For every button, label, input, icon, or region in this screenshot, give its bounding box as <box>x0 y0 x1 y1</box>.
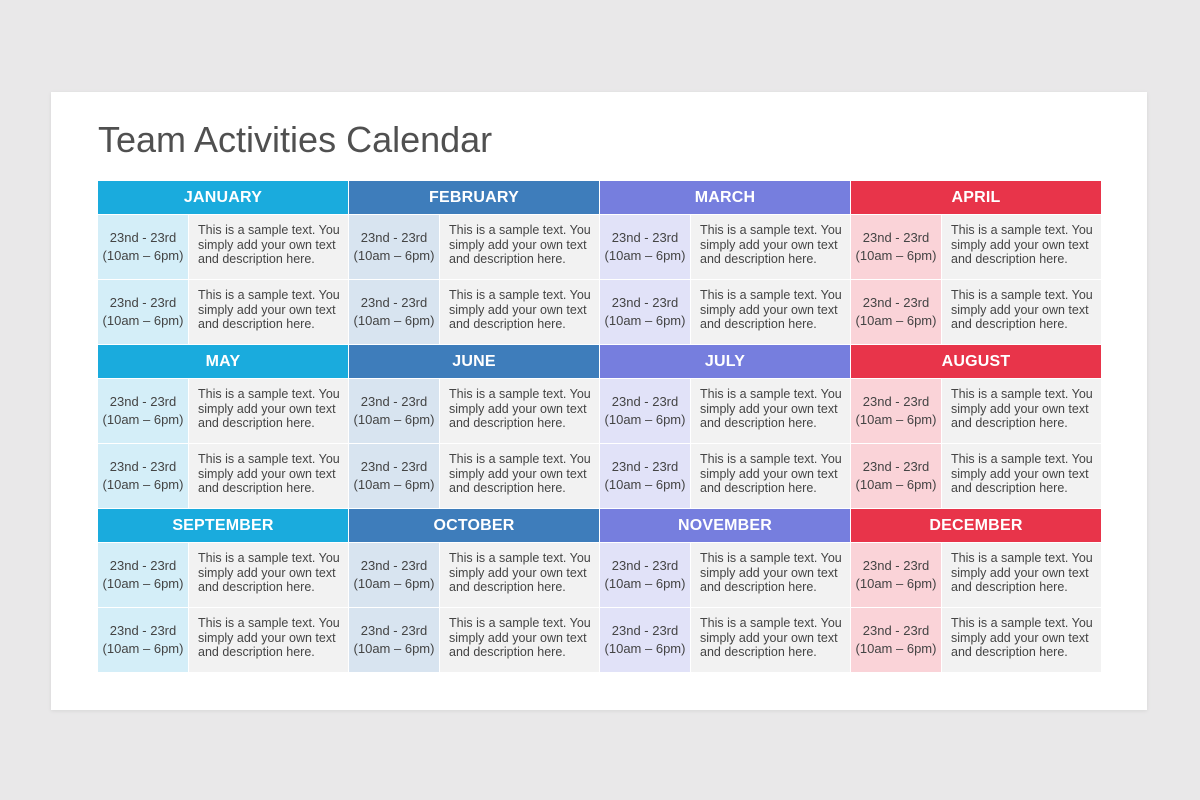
month-block-november <box>600 509 850 672</box>
event-row <box>851 543 1101 607</box>
event-time: (10am – 6pm) <box>855 477 937 492</box>
event-date-range: 23nd - 23rd <box>862 558 930 573</box>
event-date <box>349 608 439 672</box>
month-header: OCTOBER <box>349 509 599 542</box>
event-row <box>600 280 850 344</box>
event-time: (10am – 6pm) <box>353 576 435 591</box>
event-date <box>98 379 188 443</box>
month-header: MARCH <box>600 181 850 214</box>
event-date <box>600 215 690 279</box>
event-description: This is a sample text. You simply add your own text and description here. <box>942 280 1101 344</box>
event-time: (10am – 6pm) <box>102 412 184 427</box>
event-time: (10am – 6pm) <box>353 412 435 427</box>
event-date-range: 23nd - 23rd <box>360 394 428 409</box>
event-date <box>600 444 690 508</box>
month-header: FEBRUARY <box>349 181 599 214</box>
event-time: (10am – 6pm) <box>604 477 686 492</box>
event-description: This is a sample text. You simply add your own text and description here. <box>189 379 348 443</box>
event-description: This is a sample text. You simply add your own text and description here. <box>691 608 850 672</box>
event-date-range: 23nd - 23rd <box>109 558 177 573</box>
month-header: NOVEMBER <box>600 509 850 542</box>
event-time: (10am – 6pm) <box>855 641 937 656</box>
event-date-range: 23nd - 23rd <box>360 230 428 245</box>
event-date-range: 23nd - 23rd <box>611 230 679 245</box>
event-row <box>98 280 348 344</box>
event-time: (10am – 6pm) <box>604 412 686 427</box>
month-block-may <box>98 345 348 508</box>
event-description: This is a sample text. You simply add your own text and description here. <box>691 379 850 443</box>
month-header: JANUARY <box>98 181 348 214</box>
event-description: This is a sample text. You simply add your own text and description here. <box>691 280 850 344</box>
event-row <box>98 543 348 607</box>
event-row <box>600 444 850 508</box>
event-description: This is a sample text. You simply add your own text and description here. <box>942 608 1101 672</box>
event-date <box>600 379 690 443</box>
event-description: This is a sample text. You simply add your own text and description here. <box>691 444 850 508</box>
event-row <box>600 215 850 279</box>
month-header: SEPTEMBER <box>98 509 348 542</box>
event-row <box>98 608 348 672</box>
event-description: This is a sample text. You simply add your own text and description here. <box>440 280 599 344</box>
event-description: This is a sample text. You simply add your own text and description here. <box>691 215 850 279</box>
event-time: (10am – 6pm) <box>102 477 184 492</box>
event-date <box>851 280 941 344</box>
event-row <box>851 379 1101 443</box>
event-time: (10am – 6pm) <box>102 576 184 591</box>
month-header: MAY <box>98 345 348 378</box>
month-header: JUNE <box>349 345 599 378</box>
month-header: AUGUST <box>851 345 1101 378</box>
event-row <box>98 215 348 279</box>
event-time: (10am – 6pm) <box>353 477 435 492</box>
event-description: This is a sample text. You simply add your own text and description here. <box>440 444 599 508</box>
month-header: APRIL <box>851 181 1101 214</box>
event-time: (10am – 6pm) <box>855 412 937 427</box>
event-row <box>851 215 1101 279</box>
event-time: (10am – 6pm) <box>604 641 686 656</box>
event-date <box>851 543 941 607</box>
event-date <box>600 543 690 607</box>
month-block-december <box>851 509 1101 672</box>
event-date <box>600 280 690 344</box>
event-date-range: 23nd - 23rd <box>109 623 177 638</box>
event-date-range: 23nd - 23rd <box>109 459 177 474</box>
event-time: (10am – 6pm) <box>353 248 435 263</box>
event-time: (10am – 6pm) <box>855 313 937 328</box>
event-date <box>98 608 188 672</box>
event-date <box>349 543 439 607</box>
month-block-january <box>98 181 348 344</box>
event-time: (10am – 6pm) <box>353 641 435 656</box>
month-block-february <box>349 181 599 344</box>
event-description: This is a sample text. You simply add your own text and description here. <box>691 543 850 607</box>
event-row <box>851 280 1101 344</box>
event-time: (10am – 6pm) <box>855 576 937 591</box>
event-date <box>851 608 941 672</box>
month-block-october <box>349 509 599 672</box>
event-date <box>851 379 941 443</box>
event-date <box>98 280 188 344</box>
month-block-june <box>349 345 599 508</box>
event-description: This is a sample text. You simply add your own text and description here. <box>189 215 348 279</box>
event-row <box>349 379 599 443</box>
event-row <box>851 608 1101 672</box>
event-date <box>349 215 439 279</box>
event-date-range: 23nd - 23rd <box>360 558 428 573</box>
event-date <box>851 215 941 279</box>
event-date-range: 23nd - 23rd <box>360 295 428 310</box>
event-date <box>600 608 690 672</box>
event-row <box>349 543 599 607</box>
event-date-range: 23nd - 23rd <box>611 558 679 573</box>
event-description: This is a sample text. You simply add your own text and description here. <box>189 608 348 672</box>
event-date-range: 23nd - 23rd <box>862 230 930 245</box>
event-description: This is a sample text. You simply add your own text and description here. <box>189 543 348 607</box>
event-description: This is a sample text. You simply add your own text and description here. <box>942 379 1101 443</box>
month-block-august <box>851 345 1101 508</box>
event-date-range: 23nd - 23rd <box>360 623 428 638</box>
event-date-range: 23nd - 23rd <box>611 295 679 310</box>
event-date-range: 23nd - 23rd <box>611 623 679 638</box>
event-description: This is a sample text. You simply add your own text and description here. <box>440 608 599 672</box>
event-date <box>98 215 188 279</box>
event-row <box>349 444 599 508</box>
event-date-range: 23nd - 23rd <box>611 394 679 409</box>
event-time: (10am – 6pm) <box>102 248 184 263</box>
page-title: Team Activities Calendar <box>98 119 493 160</box>
event-description: This is a sample text. You simply add your own text and description here. <box>189 280 348 344</box>
month-block-april <box>851 181 1101 344</box>
event-date-range: 23nd - 23rd <box>360 459 428 474</box>
event-date-range: 23nd - 23rd <box>109 295 177 310</box>
event-description: This is a sample text. You simply add your own text and description here. <box>440 215 599 279</box>
event-time: (10am – 6pm) <box>604 576 686 591</box>
event-description: This is a sample text. You simply add your own text and description here. <box>440 543 599 607</box>
event-description: This is a sample text. You simply add your own text and description here. <box>942 444 1101 508</box>
calendar-grid <box>98 181 1100 673</box>
event-date <box>851 444 941 508</box>
month-block-september <box>98 509 348 672</box>
event-date-range: 23nd - 23rd <box>109 394 177 409</box>
event-row <box>98 379 348 443</box>
event-time: (10am – 6pm) <box>102 313 184 328</box>
event-description: This is a sample text. You simply add your own text and description here. <box>942 215 1101 279</box>
event-date-range: 23nd - 23rd <box>611 459 679 474</box>
event-row <box>98 444 348 508</box>
event-date-range: 23nd - 23rd <box>862 295 930 310</box>
event-row <box>349 280 599 344</box>
event-time: (10am – 6pm) <box>102 641 184 656</box>
month-header: DECEMBER <box>851 509 1101 542</box>
event-date-range: 23nd - 23rd <box>862 459 930 474</box>
event-time: (10am – 6pm) <box>855 248 937 263</box>
event-description: This is a sample text. You simply add your own text and description here. <box>440 379 599 443</box>
event-date <box>98 543 188 607</box>
month-block-march <box>600 181 850 344</box>
event-date <box>98 444 188 508</box>
event-date <box>349 379 439 443</box>
month-header: JULY <box>600 345 850 378</box>
event-row <box>349 608 599 672</box>
event-date <box>349 280 439 344</box>
event-row <box>600 543 850 607</box>
event-row <box>349 215 599 279</box>
event-date-range: 23nd - 23rd <box>862 623 930 638</box>
event-description: This is a sample text. You simply add your own text and description here. <box>942 543 1101 607</box>
event-row <box>851 444 1101 508</box>
month-block-july <box>600 345 850 508</box>
event-time: (10am – 6pm) <box>604 248 686 263</box>
event-date <box>349 444 439 508</box>
event-date-range: 23nd - 23rd <box>862 394 930 409</box>
event-time: (10am – 6pm) <box>604 313 686 328</box>
event-date-range: 23nd - 23rd <box>109 230 177 245</box>
event-row <box>600 379 850 443</box>
event-row <box>600 608 850 672</box>
event-time: (10am – 6pm) <box>353 313 435 328</box>
slide <box>51 92 1147 710</box>
event-description: This is a sample text. You simply add your own text and description here. <box>189 444 348 508</box>
